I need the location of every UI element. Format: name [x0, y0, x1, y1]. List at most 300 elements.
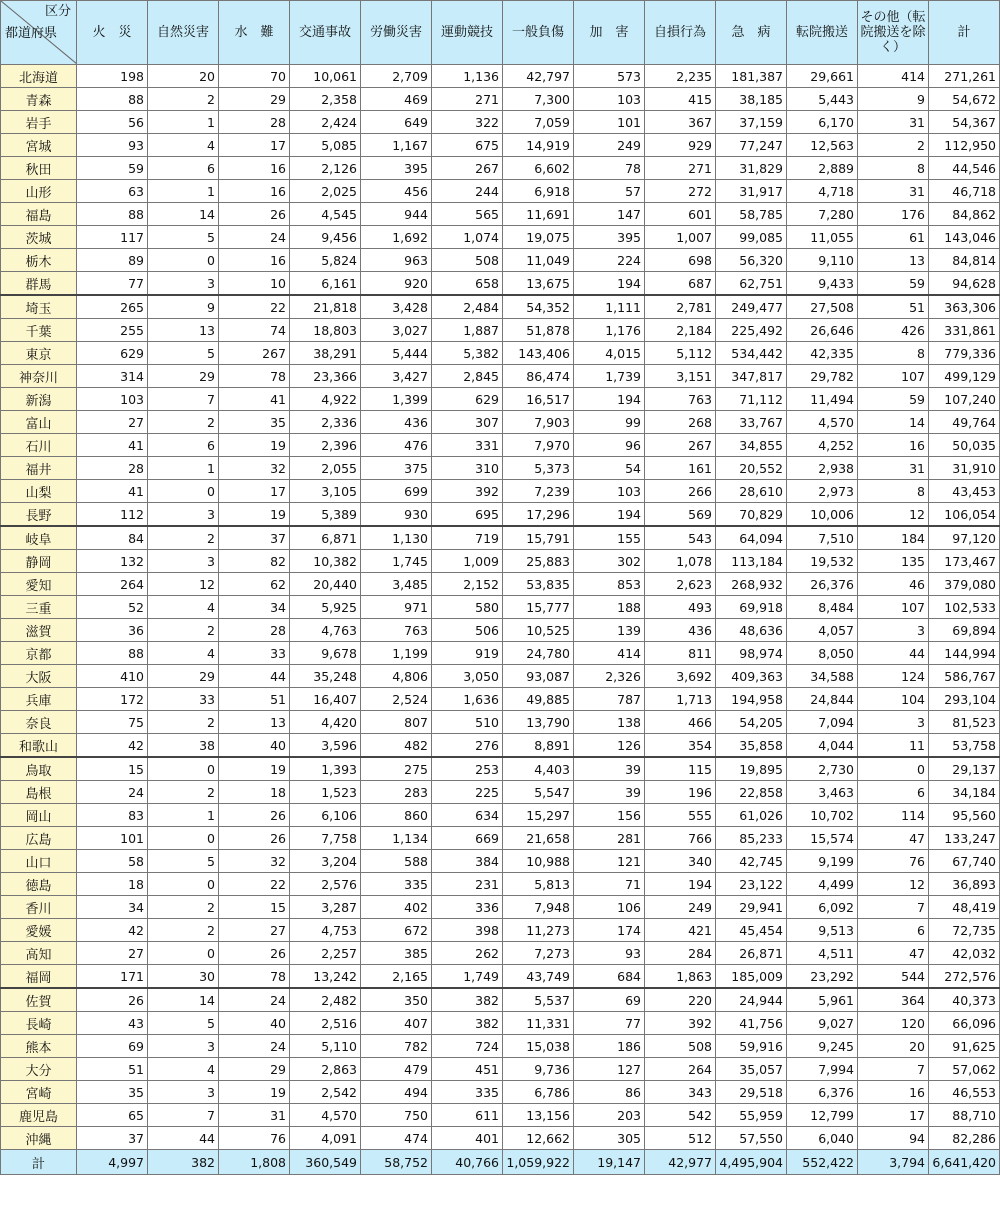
- value-cell: 367: [645, 111, 716, 134]
- table-row: [1, 642, 1000, 665]
- value-cell: 78: [219, 365, 290, 388]
- header-self-harm: 自損行為: [645, 1, 716, 65]
- value-cell: 31: [858, 180, 929, 203]
- header-traffic: 交通事故: [290, 1, 361, 65]
- value-cell: 6,376: [787, 1081, 858, 1104]
- value-cell: 436: [645, 619, 716, 642]
- value-cell: 28: [77, 457, 148, 480]
- value-cell: 176: [858, 203, 929, 226]
- value-cell: 84,862: [929, 203, 1000, 226]
- value-cell: 54,672: [929, 88, 1000, 111]
- value-cell: 8,050: [787, 642, 858, 665]
- value-cell: 13,790: [503, 711, 574, 734]
- table-row: [1, 734, 1000, 758]
- value-cell: 3,596: [290, 734, 361, 758]
- table-body: [1, 65, 1000, 1175]
- value-cell: 4,763: [290, 619, 361, 642]
- value-cell: 6,106: [290, 804, 361, 827]
- value-cell: 26: [219, 804, 290, 827]
- value-cell: 499,129: [929, 365, 1000, 388]
- value-cell: 225: [432, 781, 503, 804]
- value-cell: 2,781: [645, 295, 716, 319]
- value-cell: 14,919: [503, 134, 574, 157]
- value-cell: 249,477: [716, 295, 787, 319]
- total-value-cell: 360,549: [290, 1150, 361, 1175]
- value-cell: 133,247: [929, 827, 1000, 850]
- value-cell: 4,922: [290, 388, 361, 411]
- value-cell: 7,758: [290, 827, 361, 850]
- value-cell: 392: [432, 480, 503, 503]
- value-cell: 629: [432, 388, 503, 411]
- value-cell: 5,443: [787, 88, 858, 111]
- value-cell: 93,087: [503, 665, 574, 688]
- value-cell: 305: [574, 1127, 645, 1150]
- value-cell: 42: [77, 919, 148, 942]
- value-cell: 103: [574, 88, 645, 111]
- value-cell: 23,122: [716, 873, 787, 896]
- value-cell: 672: [361, 919, 432, 942]
- value-cell: 63: [77, 180, 148, 203]
- value-cell: 97,120: [929, 526, 1000, 550]
- corner-header: [1, 1, 77, 65]
- value-cell: 3: [148, 1081, 219, 1104]
- value-cell: 1,749: [432, 965, 503, 989]
- value-cell: 2,484: [432, 295, 503, 319]
- value-cell: 69: [77, 1035, 148, 1058]
- value-cell: 14: [858, 411, 929, 434]
- table-row: [1, 434, 1000, 457]
- prefecture-cell: 岡山: [1, 804, 77, 827]
- value-cell: 231: [432, 873, 503, 896]
- prefecture-cell: 山形: [1, 180, 77, 203]
- prefecture-cell: 愛知: [1, 573, 77, 596]
- value-cell: 2,165: [361, 965, 432, 989]
- table-row: [1, 711, 1000, 734]
- value-cell: 1,692: [361, 226, 432, 249]
- value-cell: 415: [645, 88, 716, 111]
- value-cell: 249: [645, 896, 716, 919]
- table-row: [1, 180, 1000, 203]
- value-cell: 186: [574, 1035, 645, 1058]
- value-cell: 24,944: [716, 988, 787, 1012]
- header-labor: 労働災害: [361, 1, 432, 65]
- value-cell: 114: [858, 804, 929, 827]
- value-cell: 44: [148, 1127, 219, 1150]
- value-cell: 385: [361, 942, 432, 965]
- table-row: [1, 249, 1000, 272]
- value-cell: 127: [574, 1058, 645, 1081]
- value-cell: 21,818: [290, 295, 361, 319]
- value-cell: 35: [77, 1081, 148, 1104]
- value-cell: 11,691: [503, 203, 574, 226]
- value-cell: 3: [148, 272, 219, 296]
- value-cell: 43,749: [503, 965, 574, 989]
- value-cell: 59: [77, 157, 148, 180]
- value-cell: 310: [432, 457, 503, 480]
- prefecture-cell: 大阪: [1, 665, 77, 688]
- value-cell: 35,248: [290, 665, 361, 688]
- value-cell: 649: [361, 111, 432, 134]
- total-row: [1, 1150, 1000, 1175]
- value-cell: 267: [219, 342, 290, 365]
- prefecture-cell: 富山: [1, 411, 77, 434]
- value-cell: 265: [77, 295, 148, 319]
- value-cell: 86: [574, 1081, 645, 1104]
- value-cell: 407: [361, 1012, 432, 1035]
- value-cell: 23,366: [290, 365, 361, 388]
- prefecture-cell: 島根: [1, 781, 77, 804]
- value-cell: 1,009: [432, 550, 503, 573]
- value-cell: 15,791: [503, 526, 574, 550]
- value-cell: 379,080: [929, 573, 1000, 596]
- value-cell: 47: [858, 827, 929, 850]
- value-cell: 70: [219, 65, 290, 88]
- value-cell: 69,918: [716, 596, 787, 619]
- value-cell: 699: [361, 480, 432, 503]
- value-cell: 32: [219, 457, 290, 480]
- value-cell: 3: [148, 1035, 219, 1058]
- header-other-label: その他（転院搬送を除く）: [860, 10, 926, 55]
- value-cell: 13,242: [290, 965, 361, 989]
- value-cell: 271,261: [929, 65, 1000, 88]
- value-cell: 12: [148, 573, 219, 596]
- header-total: 計: [929, 1, 1000, 65]
- header-assault: 加 害: [574, 1, 645, 65]
- value-cell: 611: [432, 1104, 503, 1127]
- value-cell: 2,845: [432, 365, 503, 388]
- value-cell: 101: [574, 111, 645, 134]
- value-cell: 34,588: [787, 665, 858, 688]
- value-cell: 94,628: [929, 272, 1000, 296]
- value-cell: 7,970: [503, 434, 574, 457]
- value-cell: 7: [858, 896, 929, 919]
- value-cell: 302: [574, 550, 645, 573]
- value-cell: 188: [574, 596, 645, 619]
- value-cell: 763: [361, 619, 432, 642]
- value-cell: 4,044: [787, 734, 858, 758]
- table-row: [1, 411, 1000, 434]
- value-cell: 384: [432, 850, 503, 873]
- prefecture-cell: 岩手: [1, 111, 77, 134]
- value-cell: 16: [219, 180, 290, 203]
- value-cell: 29,941: [716, 896, 787, 919]
- total-value-cell: 1,808: [219, 1150, 290, 1175]
- value-cell: 6,786: [503, 1081, 574, 1104]
- value-cell: 27: [219, 919, 290, 942]
- value-cell: 354: [645, 734, 716, 758]
- value-cell: 2,257: [290, 942, 361, 965]
- value-cell: 47: [858, 942, 929, 965]
- value-cell: 88: [77, 642, 148, 665]
- table-row: [1, 919, 1000, 942]
- value-cell: 2,542: [290, 1081, 361, 1104]
- value-cell: 24: [219, 1035, 290, 1058]
- value-cell: 174: [574, 919, 645, 942]
- value-cell: 336: [432, 896, 503, 919]
- prefecture-cell: 高知: [1, 942, 77, 965]
- value-cell: 15: [77, 757, 148, 781]
- value-cell: 20,552: [716, 457, 787, 480]
- value-cell: 77: [77, 272, 148, 296]
- value-cell: 1,745: [361, 550, 432, 573]
- prefecture-cell: 佐賀: [1, 988, 77, 1012]
- value-cell: 8: [858, 157, 929, 180]
- prefecture-cell: 沖縄: [1, 1127, 77, 1150]
- value-cell: 107: [858, 596, 929, 619]
- value-cell: 307: [432, 411, 503, 434]
- value-cell: 7,903: [503, 411, 574, 434]
- value-cell: 42,335: [787, 342, 858, 365]
- value-cell: 220: [645, 988, 716, 1012]
- value-cell: 194: [574, 503, 645, 527]
- prefecture-cell: 山口: [1, 850, 77, 873]
- value-cell: 410: [77, 665, 148, 688]
- value-cell: 181,387: [716, 65, 787, 88]
- value-cell: 29,518: [716, 1081, 787, 1104]
- value-cell: 421: [645, 919, 716, 942]
- value-cell: 53,758: [929, 734, 1000, 758]
- value-cell: 156: [574, 804, 645, 827]
- value-cell: 382: [432, 988, 503, 1012]
- value-cell: 276: [432, 734, 503, 758]
- value-cell: 12: [858, 503, 929, 527]
- value-cell: 1,523: [290, 781, 361, 804]
- value-cell: 494: [361, 1081, 432, 1104]
- value-cell: 0: [148, 480, 219, 503]
- value-cell: 61,026: [716, 804, 787, 827]
- value-cell: 5,444: [361, 342, 432, 365]
- value-cell: 466: [645, 711, 716, 734]
- value-cell: 102,533: [929, 596, 1000, 619]
- value-cell: 86,474: [503, 365, 574, 388]
- header-other: [858, 1, 929, 65]
- value-cell: 54,352: [503, 295, 574, 319]
- value-cell: 9,456: [290, 226, 361, 249]
- value-cell: 8: [858, 480, 929, 503]
- prefecture-cell: 三重: [1, 596, 77, 619]
- value-cell: 629: [77, 342, 148, 365]
- value-cell: 18: [77, 873, 148, 896]
- value-cell: 2: [148, 411, 219, 434]
- value-cell: 10,525: [503, 619, 574, 642]
- prefecture-cell: 香川: [1, 896, 77, 919]
- value-cell: 0: [148, 249, 219, 272]
- table-row: [1, 850, 1000, 873]
- value-cell: 9: [148, 295, 219, 319]
- prefecture-cell: 奈良: [1, 711, 77, 734]
- value-cell: 12,563: [787, 134, 858, 157]
- value-cell: 782: [361, 1035, 432, 1058]
- value-cell: 3: [148, 503, 219, 527]
- value-cell: 4,753: [290, 919, 361, 942]
- value-cell: 860: [361, 804, 432, 827]
- value-cell: 508: [645, 1035, 716, 1058]
- value-cell: 29,137: [929, 757, 1000, 781]
- value-cell: 28,610: [716, 480, 787, 503]
- value-cell: 7,300: [503, 88, 574, 111]
- value-cell: 106: [574, 896, 645, 919]
- value-cell: 147: [574, 203, 645, 226]
- value-cell: 314: [77, 365, 148, 388]
- prefecture-cell: 鳥取: [1, 757, 77, 781]
- value-cell: 42,745: [716, 850, 787, 873]
- value-cell: 113,184: [716, 550, 787, 573]
- total-value-cell: 4,997: [77, 1150, 148, 1175]
- value-cell: 33,767: [716, 411, 787, 434]
- value-cell: 6,040: [787, 1127, 858, 1150]
- value-cell: 4,403: [503, 757, 574, 781]
- value-cell: 6,602: [503, 157, 574, 180]
- value-cell: 766: [645, 827, 716, 850]
- table-row: [1, 550, 1000, 573]
- value-cell: 510: [432, 711, 503, 734]
- value-cell: 5,547: [503, 781, 574, 804]
- value-cell: 14: [148, 988, 219, 1012]
- value-cell: 1,111: [574, 295, 645, 319]
- value-cell: 51: [219, 688, 290, 711]
- value-cell: 132: [77, 550, 148, 573]
- value-cell: 476: [361, 434, 432, 457]
- value-cell: 0: [148, 942, 219, 965]
- value-cell: 88,710: [929, 1104, 1000, 1127]
- value-cell: 266: [645, 480, 716, 503]
- value-cell: 919: [432, 642, 503, 665]
- prefecture-cell: 新潟: [1, 388, 77, 411]
- value-cell: 1,167: [361, 134, 432, 157]
- value-cell: 46: [858, 573, 929, 596]
- value-cell: 41: [219, 388, 290, 411]
- value-cell: 194: [645, 873, 716, 896]
- value-cell: 30: [148, 965, 219, 989]
- value-cell: 512: [645, 1127, 716, 1150]
- value-cell: 26: [219, 827, 290, 850]
- value-cell: 1,713: [645, 688, 716, 711]
- value-cell: 40,373: [929, 988, 1000, 1012]
- value-cell: 698: [645, 249, 716, 272]
- value-cell: 83: [77, 804, 148, 827]
- prefecture-cell: 福島: [1, 203, 77, 226]
- value-cell: 57: [574, 180, 645, 203]
- value-cell: 2: [148, 526, 219, 550]
- value-cell: 1,078: [645, 550, 716, 573]
- value-cell: 19,895: [716, 757, 787, 781]
- value-cell: 5,389: [290, 503, 361, 527]
- value-cell: 26: [77, 988, 148, 1012]
- value-cell: 185,009: [716, 965, 787, 989]
- value-cell: 22: [219, 295, 290, 319]
- prefecture-cell: 徳島: [1, 873, 77, 896]
- value-cell: 322: [432, 111, 503, 134]
- prefecture-cell: 福岡: [1, 965, 77, 989]
- header-water: 水 難: [219, 1, 290, 65]
- value-cell: 24,780: [503, 642, 574, 665]
- value-cell: 1,176: [574, 319, 645, 342]
- prefecture-cell: 京都: [1, 642, 77, 665]
- value-cell: 2,025: [290, 180, 361, 203]
- value-cell: 20: [148, 65, 219, 88]
- value-cell: 11,055: [787, 226, 858, 249]
- prefecture-cell: 福井: [1, 457, 77, 480]
- header-row: [1, 1, 1000, 65]
- table-row: [1, 88, 1000, 111]
- value-cell: 54: [574, 457, 645, 480]
- value-cell: 375: [361, 457, 432, 480]
- value-cell: 11,494: [787, 388, 858, 411]
- value-cell: 38: [148, 734, 219, 758]
- value-cell: 9,027: [787, 1012, 858, 1035]
- prefecture-cell: 青森: [1, 88, 77, 111]
- value-cell: 9,110: [787, 249, 858, 272]
- value-cell: 13: [219, 711, 290, 734]
- table-row: [1, 203, 1000, 226]
- value-cell: 7,948: [503, 896, 574, 919]
- value-cell: 194: [574, 272, 645, 296]
- value-cell: 542: [645, 1104, 716, 1127]
- value-cell: 9,199: [787, 850, 858, 873]
- value-cell: 669: [432, 827, 503, 850]
- value-cell: 18: [219, 781, 290, 804]
- value-cell: 16: [219, 249, 290, 272]
- value-cell: 493: [645, 596, 716, 619]
- value-cell: 750: [361, 1104, 432, 1127]
- value-cell: 78: [219, 965, 290, 989]
- value-cell: 5,824: [290, 249, 361, 272]
- value-cell: 1,074: [432, 226, 503, 249]
- value-cell: 135: [858, 550, 929, 573]
- table-row: [1, 688, 1000, 711]
- value-cell: 456: [361, 180, 432, 203]
- value-cell: 15,038: [503, 1035, 574, 1058]
- value-cell: 62,751: [716, 272, 787, 296]
- value-cell: 4,015: [574, 342, 645, 365]
- value-cell: 38,291: [290, 342, 361, 365]
- value-cell: 3,027: [361, 319, 432, 342]
- table-row: [1, 526, 1000, 550]
- value-cell: 1,007: [645, 226, 716, 249]
- value-cell: 779,336: [929, 342, 1000, 365]
- value-cell: 173,467: [929, 550, 1000, 573]
- value-cell: 84: [77, 526, 148, 550]
- value-cell: 508: [432, 249, 503, 272]
- value-cell: 49,764: [929, 411, 1000, 434]
- value-cell: 71,112: [716, 388, 787, 411]
- value-cell: 2,235: [645, 65, 716, 88]
- value-cell: 331: [432, 434, 503, 457]
- value-cell: 106,054: [929, 503, 1000, 527]
- value-cell: 272: [645, 180, 716, 203]
- value-cell: 573: [574, 65, 645, 88]
- total-value-cell: 382: [148, 1150, 219, 1175]
- value-cell: 42,797: [503, 65, 574, 88]
- table-row: [1, 1035, 1000, 1058]
- value-cell: 5,382: [432, 342, 503, 365]
- table-row: [1, 1104, 1000, 1127]
- value-cell: 26,871: [716, 942, 787, 965]
- prefecture-cell: 埼玉: [1, 295, 77, 319]
- value-cell: 6,092: [787, 896, 858, 919]
- value-cell: 3,287: [290, 896, 361, 919]
- value-cell: 1,399: [361, 388, 432, 411]
- value-cell: 65: [77, 1104, 148, 1127]
- prefecture-cell: 山梨: [1, 480, 77, 503]
- prefecture-cell: 滋賀: [1, 619, 77, 642]
- value-cell: 99: [574, 411, 645, 434]
- value-cell: 198: [77, 65, 148, 88]
- value-cell: 20,440: [290, 573, 361, 596]
- value-cell: 53,835: [503, 573, 574, 596]
- value-cell: 2,336: [290, 411, 361, 434]
- value-cell: 1: [148, 180, 219, 203]
